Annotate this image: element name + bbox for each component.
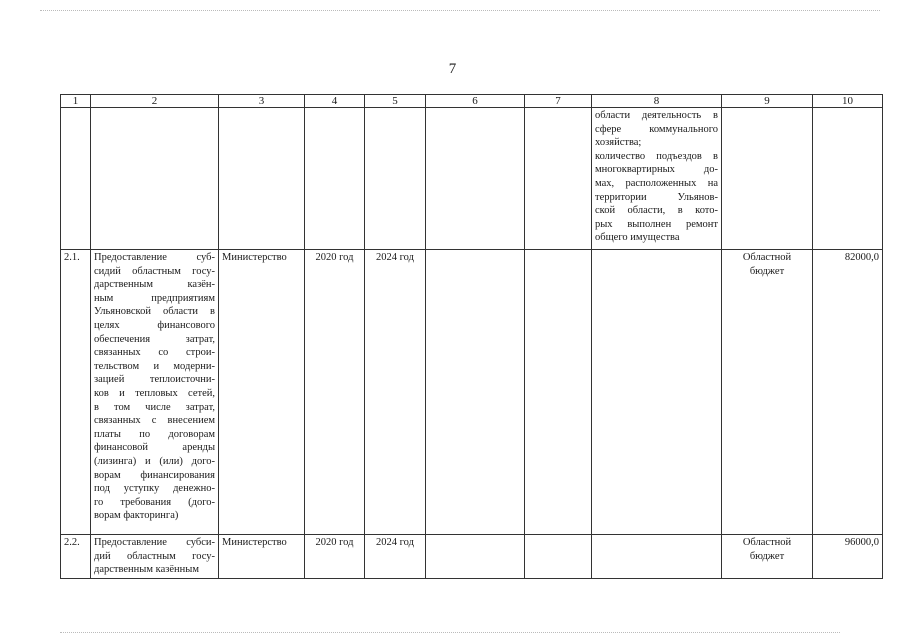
page-number: 7 bbox=[448, 61, 457, 77]
header-col-2: 2 bbox=[91, 95, 219, 108]
text-line: дий областным госу- bbox=[94, 550, 215, 562]
funding-source-cell: Областной бюджет bbox=[722, 250, 813, 535]
amount-cell: 82000,0 bbox=[813, 250, 883, 535]
scan-artifact-bottom bbox=[60, 632, 840, 634]
text-line: общего имущества bbox=[595, 232, 680, 244]
header-col-7: 7 bbox=[525, 95, 592, 108]
text-line: го требования (дого- bbox=[94, 496, 215, 508]
text-line: территории Ульянов- bbox=[595, 191, 718, 203]
header-col-4: 4 bbox=[305, 95, 365, 108]
header-col-6: 6 bbox=[426, 95, 525, 108]
text-line: ской области, в кото- bbox=[595, 205, 718, 217]
text-line: ков и тепловых сетей, bbox=[94, 387, 215, 399]
cell bbox=[365, 108, 426, 250]
text-line: дарственным казённым bbox=[94, 564, 199, 576]
scan-artifact-top bbox=[40, 10, 880, 12]
table-row bbox=[61, 250, 883, 535]
text-line: сфере коммунального bbox=[595, 123, 718, 135]
row-number: 2.2. bbox=[61, 535, 91, 579]
executor-cell: Министерство bbox=[219, 535, 305, 579]
text-line: многоквартирных до- bbox=[595, 164, 718, 176]
cell bbox=[426, 108, 525, 250]
cell bbox=[592, 250, 722, 535]
text-line: мах, расположенных на bbox=[595, 177, 718, 189]
measure-description bbox=[91, 250, 219, 535]
text-line: количество подъездов в bbox=[595, 150, 718, 162]
cell bbox=[722, 108, 813, 250]
end-year-cell: 2024 год bbox=[365, 535, 426, 579]
text-line: ворам факторинга) bbox=[94, 510, 179, 522]
cell bbox=[426, 250, 525, 535]
amount-cell: 96000,0 bbox=[813, 535, 883, 579]
start-year-cell: 2020 год bbox=[305, 250, 365, 535]
text-line: дарственным казён- bbox=[94, 279, 215, 291]
text-line: в том числе затрат, bbox=[94, 401, 215, 413]
header-col-5: 5 bbox=[365, 95, 426, 108]
row-number: 2.1. bbox=[61, 250, 91, 535]
text-line: Предоставление субси- bbox=[94, 537, 215, 548]
text-line: связанных со строи- bbox=[94, 347, 215, 359]
text-line: платы по договорам bbox=[94, 428, 215, 440]
header-col-3: 3 bbox=[219, 95, 305, 108]
header-col-1: 1 bbox=[61, 95, 91, 108]
header-col-9: 9 bbox=[722, 95, 813, 108]
text-line: ным предприятиям bbox=[94, 292, 215, 304]
start-year-cell: 2020 год bbox=[305, 535, 365, 579]
header-row bbox=[61, 95, 883, 108]
table-row bbox=[61, 535, 883, 579]
cell bbox=[525, 108, 592, 250]
text-line: области деятельность в bbox=[595, 110, 718, 121]
text-line: целях финансового bbox=[94, 319, 215, 331]
end-year-cell: 2024 год bbox=[365, 250, 426, 535]
cell bbox=[813, 108, 883, 250]
text-line: Ульяновской области в bbox=[94, 306, 215, 318]
cell bbox=[525, 535, 592, 579]
cell bbox=[305, 108, 365, 250]
cell bbox=[219, 108, 305, 250]
text-line: под уступку денежно- bbox=[94, 483, 215, 495]
text-line: Предоставление суб- bbox=[94, 252, 215, 263]
text-line: сидий областным госу- bbox=[94, 265, 215, 277]
text-line: (лизинга) и (или) дого- bbox=[94, 455, 215, 467]
funding-source-cell: Областной бюджет bbox=[722, 535, 813, 579]
text-line: ворам финансирования bbox=[94, 469, 215, 481]
text-line: зацией теплоисточни- bbox=[94, 374, 215, 386]
cell bbox=[61, 108, 91, 250]
text-line: финансовой аренды bbox=[94, 442, 215, 454]
header-col-8: 8 bbox=[592, 95, 722, 108]
text-line: рых выполнен ремонт bbox=[595, 218, 718, 230]
cell bbox=[525, 250, 592, 535]
executor-cell: Министерство bbox=[219, 250, 305, 535]
cell bbox=[91, 108, 219, 250]
text-line: хозяйства; bbox=[595, 137, 642, 149]
measure-description bbox=[91, 535, 219, 579]
table-row-continuation bbox=[61, 108, 883, 250]
cell bbox=[426, 535, 525, 579]
text-line: связанных с внесением bbox=[94, 415, 215, 427]
indicators-cell bbox=[592, 108, 722, 250]
text-line: тельством и модерни- bbox=[94, 360, 215, 372]
text-line: обеспечения затрат, bbox=[94, 333, 215, 345]
program-table bbox=[60, 94, 883, 579]
header-col-10: 10 bbox=[813, 95, 883, 108]
cell bbox=[592, 535, 722, 579]
